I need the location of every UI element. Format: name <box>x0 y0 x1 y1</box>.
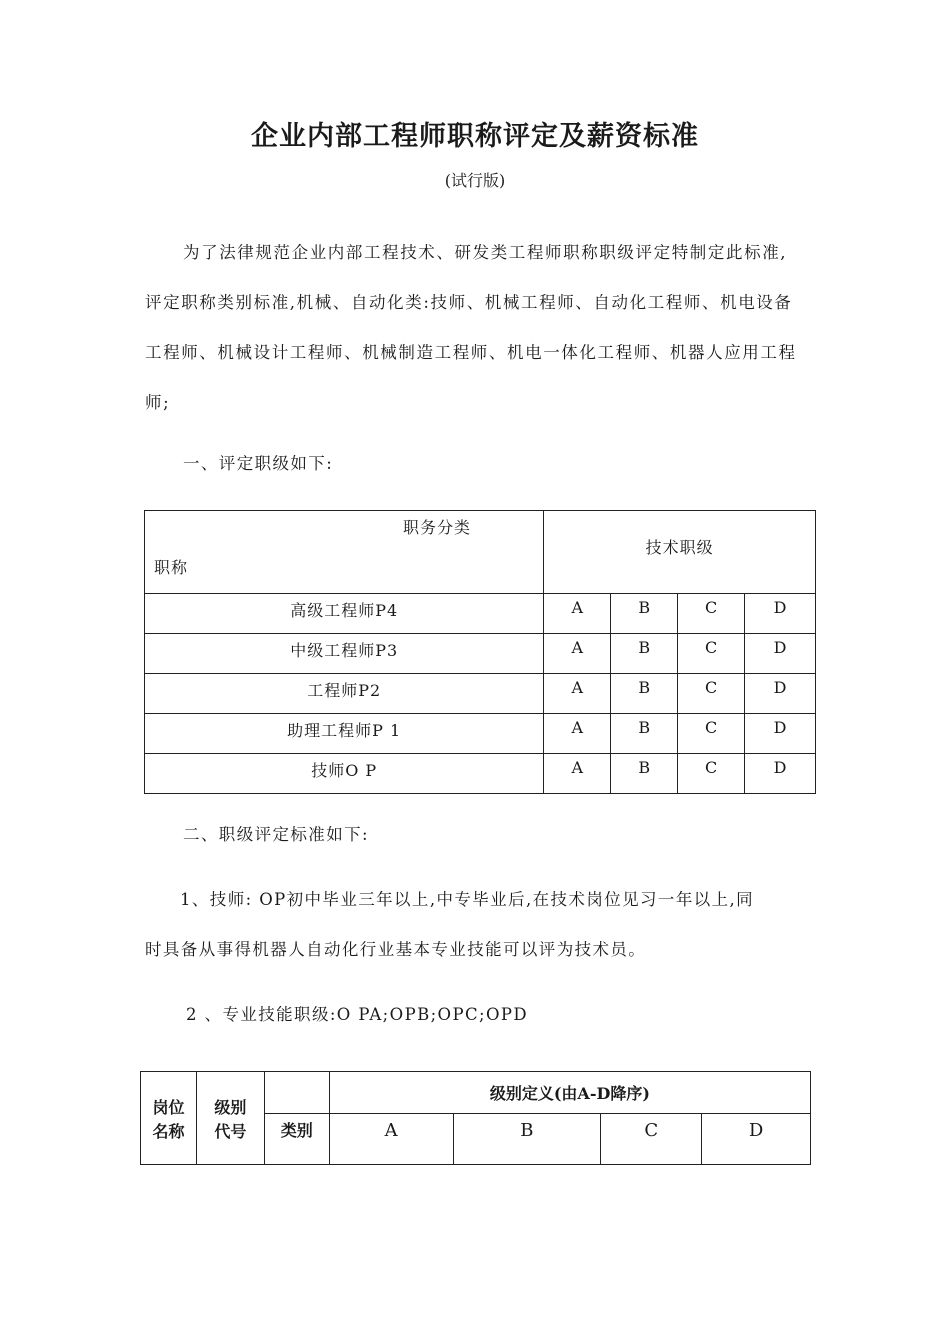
grade-cell: B <box>611 674 678 714</box>
header-tech-level: 技术职级 <box>544 511 816 594</box>
grade-cell: D <box>745 754 816 794</box>
item-2-line: 2 、专业技能职级:O PA;OPB;OPC;OPD <box>186 1005 529 1024</box>
header-category: 类别 <box>264 1114 329 1165</box>
header-level-code: 级别 代号 <box>196 1072 264 1165</box>
grade-header-d: D <box>702 1114 811 1165</box>
grade-cell: A <box>544 714 611 754</box>
header-level-definition: 级别定义(由A-D降序) <box>329 1072 810 1114</box>
blank-header-cell <box>264 1072 329 1114</box>
grade-cell: B <box>611 594 678 634</box>
section-2-heading: 二、职级评定标准如下: <box>183 825 369 844</box>
grade-table-header <box>145 511 816 594</box>
grade-cell: C <box>678 714 745 754</box>
skill-level-table <box>140 1071 811 1165</box>
grade-cell: A <box>544 594 611 634</box>
grade-cell: B <box>611 634 678 674</box>
row-title: 高级工程师P4 <box>145 594 544 634</box>
grade-header-b: B <box>453 1114 601 1165</box>
grade-cell: D <box>745 674 816 714</box>
grade-cell: D <box>745 634 816 674</box>
table-row <box>145 714 816 754</box>
row-title: 工程师P2 <box>145 674 544 714</box>
grade-cell: D <box>745 714 816 754</box>
skill-table-header-row-1 <box>141 1072 811 1114</box>
row-title: 中级工程师P3 <box>145 634 544 674</box>
header-category-label: 职务分类 <box>403 518 472 537</box>
grade-cell: D <box>745 594 816 634</box>
page-title: 企业内部工程师职称评定及薪资标准 <box>251 121 699 152</box>
grade-cell: B <box>611 754 678 794</box>
grade-cell: B <box>611 714 678 754</box>
grade-cell: C <box>678 754 745 794</box>
table-row <box>145 754 816 794</box>
header-title-label: 职称 <box>154 558 189 577</box>
item-1-line-1: 1、技师: OP初中毕业三年以上,中专毕业后,在技术岗位见习一年以上,同 <box>180 890 755 909</box>
section-1-heading: 一、评定职级如下: <box>183 454 334 473</box>
row-title: 技师O P <box>145 754 544 794</box>
row-title: 助理工程师P 1 <box>145 714 544 754</box>
diagonal-header-cell <box>145 511 544 594</box>
grade-cell: A <box>544 674 611 714</box>
table-row <box>145 674 816 714</box>
item-1-line-2: 时具备从事得机器人自动化行业基本专业技能可以评为技术员。 <box>145 940 647 959</box>
grade-header-c: C <box>601 1114 702 1165</box>
grade-cell: A <box>544 754 611 794</box>
grade-cell: A <box>544 634 611 674</box>
grade-cell: C <box>678 634 745 674</box>
table-row <box>145 634 816 674</box>
grade-cell: C <box>678 594 745 634</box>
table-row <box>145 594 816 634</box>
intro-paragraph: 为了法律规范企业内部工程技术、研发类工程师职称职级评定特制定此标准,评定职称类别标准,机械、自动化类:技师、机械工程师、自动化工程师、机电设备工程师、机械设计工程师、机械制造工程师、机电一体化工程师、机器人应用工程师; <box>145 243 797 412</box>
grade-table <box>144 510 816 794</box>
page-subtitle: (试行版) <box>444 171 506 190</box>
grade-header-a: A <box>329 1114 453 1165</box>
grade-cell: C <box>678 674 745 714</box>
header-post-name: 岗位 名称 <box>141 1072 197 1165</box>
